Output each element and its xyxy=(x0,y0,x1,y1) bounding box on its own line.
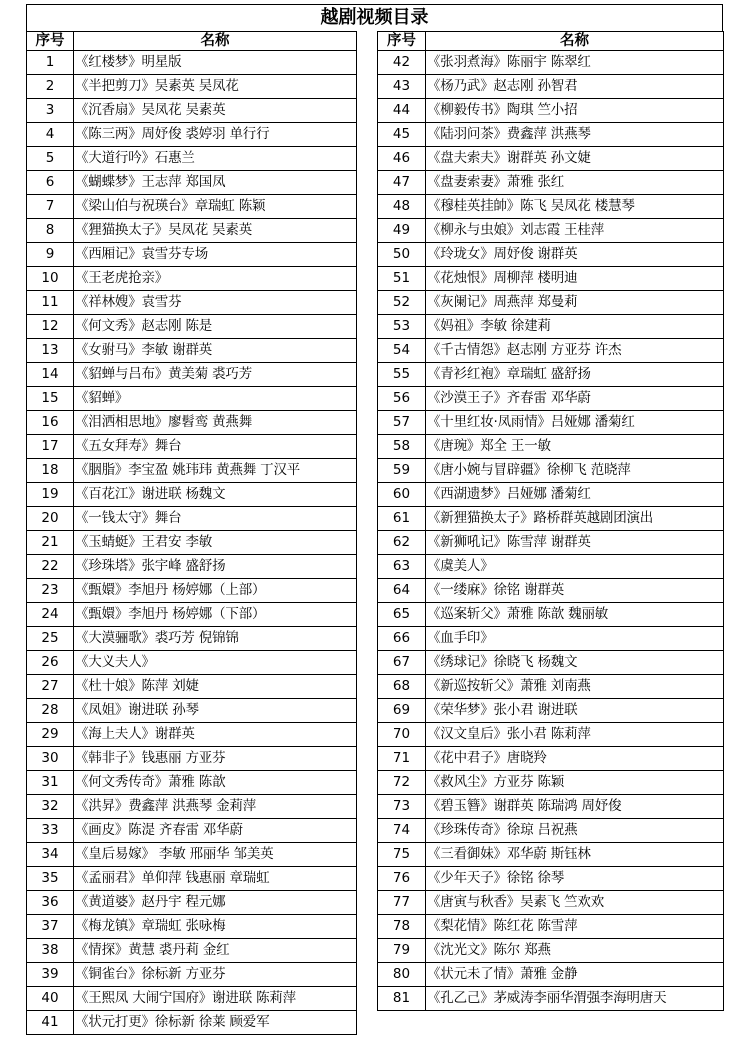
table-row xyxy=(378,483,724,507)
row-number: 79 xyxy=(378,939,426,963)
row-title: 《梅龙镇》章瑞虹 张咏梅 xyxy=(74,915,357,939)
row-title: 《泪洒相思地》廖髫鸾 黄燕舞 xyxy=(74,411,357,435)
row-number: 34 xyxy=(27,843,74,867)
row-title: 《何文秀》赵志刚 陈是 xyxy=(74,315,357,339)
row-title: 《妈祖》李敏 徐建莉 xyxy=(426,315,724,339)
table-row xyxy=(378,771,724,795)
row-title: 《韩非子》钱惠丽 方亚芬 xyxy=(74,747,357,771)
table-row xyxy=(27,99,357,123)
catalog-sheet xyxy=(26,4,723,1035)
row-number: 55 xyxy=(378,363,426,387)
table-row xyxy=(27,555,357,579)
row-number: 14 xyxy=(27,363,74,387)
row-number: 41 xyxy=(27,1011,74,1035)
row-number: 30 xyxy=(27,747,74,771)
row-title: 《胭脂》李宝盈 姚玮玮 黄燕舞 丁汉平 xyxy=(74,459,357,483)
row-number: 49 xyxy=(378,219,426,243)
table-row xyxy=(27,339,357,363)
row-title: 《巡案斩父》萧雅 陈歆 魏丽敏 xyxy=(426,603,724,627)
row-title: 《一钱太守》舞台 xyxy=(74,507,357,531)
table-row xyxy=(378,579,724,603)
row-number: 27 xyxy=(27,675,74,699)
table-row xyxy=(27,1011,357,1035)
table-row xyxy=(27,123,357,147)
row-title: 《汉文皇后》张小君 陈莉萍 xyxy=(426,723,724,747)
table-row xyxy=(27,315,357,339)
row-number: 28 xyxy=(27,699,74,723)
header-row xyxy=(378,32,724,51)
table-row xyxy=(378,411,724,435)
row-title: 《一缕麻》徐铭 谢群英 xyxy=(426,579,724,603)
table-row xyxy=(27,579,357,603)
row-number: 43 xyxy=(378,75,426,99)
row-title: 《沈光文》陈尔 郑燕 xyxy=(426,939,724,963)
table-row xyxy=(378,51,724,75)
row-title: 《红楼梦》明星版 xyxy=(74,51,357,75)
table-row xyxy=(27,459,357,483)
table-row xyxy=(27,603,357,627)
row-number: 56 xyxy=(378,387,426,411)
table-row xyxy=(27,867,357,891)
row-number: 69 xyxy=(378,699,426,723)
row-title: 《貂蝉与吕布》黄美菊 裘巧芳 xyxy=(74,363,357,387)
table-row xyxy=(27,891,357,915)
table-row xyxy=(27,75,357,99)
row-title: 《唐寅与秋香》吴素飞 竺欢欢 xyxy=(426,891,724,915)
row-title: 《灰阑记》周燕萍 郑曼莉 xyxy=(426,291,724,315)
row-number: 80 xyxy=(378,963,426,987)
table-row xyxy=(378,963,724,987)
table-row xyxy=(378,723,724,747)
table-row xyxy=(27,843,357,867)
row-title: 《王熙凤 大闹宁国府》谢进联 陈莉萍 xyxy=(74,987,357,1011)
table-row xyxy=(378,147,724,171)
row-number: 63 xyxy=(378,555,426,579)
row-number: 68 xyxy=(378,675,426,699)
row-number: 12 xyxy=(27,315,74,339)
row-number: 8 xyxy=(27,219,74,243)
table-row xyxy=(378,123,724,147)
row-number: 65 xyxy=(378,603,426,627)
row-title: 《海上夫人》谢群英 xyxy=(74,723,357,747)
row-number: 35 xyxy=(27,867,74,891)
row-title: 《凤姐》谢进联 孙琴 xyxy=(74,699,357,723)
table-row xyxy=(27,675,357,699)
row-number: 59 xyxy=(378,459,426,483)
row-title: 《何文秀传奇》萧雅 陈歆 xyxy=(74,771,357,795)
row-title: 《女驸马》李敏 谢群英 xyxy=(74,339,357,363)
row-title: 《碧玉簪》谢群英 陈瑞鸿 周妤俊 xyxy=(426,795,724,819)
row-number: 47 xyxy=(378,171,426,195)
row-title: 《甄嬛》李旭丹 杨婷娜（下部） xyxy=(74,603,357,627)
row-title: 《西厢记》袁雪芬专场 xyxy=(74,243,357,267)
row-title: 《柳永与虫娘》刘志霞 王桂萍 xyxy=(426,219,724,243)
row-title: 《画皮》陈湜 齐春雷 邓华蔚 xyxy=(74,819,357,843)
table-row xyxy=(378,315,724,339)
table-row xyxy=(378,555,724,579)
row-title: 《十里红妆·凤雨情》吕娅娜 潘菊红 xyxy=(426,411,724,435)
row-number: 38 xyxy=(27,939,74,963)
row-title: 《花中君子》唐晓羚 xyxy=(426,747,724,771)
catalog-table-right xyxy=(377,31,724,1034)
table-row xyxy=(27,939,357,963)
row-title: 《千古情怨》赵志刚 方亚芬 许杰 xyxy=(426,339,724,363)
table-row xyxy=(378,819,724,843)
row-number: 61 xyxy=(378,507,426,531)
row-title: 《情探》黄慧 裘丹莉 金红 xyxy=(74,939,357,963)
row-title: 《陆羽问茶》费鑫萍 洪燕琴 xyxy=(426,123,724,147)
header-no: 序号 xyxy=(378,32,426,51)
row-number: 15 xyxy=(27,387,74,411)
row-title: 《血手印》 xyxy=(426,627,724,651)
row-number: 36 xyxy=(27,891,74,915)
row-number: 17 xyxy=(27,435,74,459)
row-title: 《百花江》谢进联 杨魏文 xyxy=(74,483,357,507)
row-title: 《陈三两》周妤俊 裘婷羽 单行行 xyxy=(74,123,357,147)
row-title: 《新狸猫换太子》路桥群英越剧团演出 xyxy=(426,507,724,531)
row-number: 18 xyxy=(27,459,74,483)
header-name: 名称 xyxy=(426,32,724,51)
row-number: 42 xyxy=(378,51,426,75)
row-number: 26 xyxy=(27,651,74,675)
row-number: 3 xyxy=(27,99,74,123)
row-number: 16 xyxy=(27,411,74,435)
table-row xyxy=(27,219,357,243)
empty-row xyxy=(378,1011,724,1035)
table-row xyxy=(27,171,357,195)
sheet-title: 越剧视频目录 xyxy=(26,4,723,31)
row-number: 24 xyxy=(27,603,74,627)
header-no: 序号 xyxy=(27,32,74,51)
table-row xyxy=(27,507,357,531)
row-number: 33 xyxy=(27,819,74,843)
table-row xyxy=(378,459,724,483)
row-title: 《洪昇》费鑫萍 洪燕琴 金莉萍 xyxy=(74,795,357,819)
table-row xyxy=(378,171,724,195)
header-row xyxy=(27,32,357,51)
table-row xyxy=(378,531,724,555)
row-title: 《王老虎抢亲》 xyxy=(74,267,357,291)
table-row xyxy=(27,771,357,795)
row-title: 《盘妻索妻》萧雅 张红 xyxy=(426,171,724,195)
row-number: 7 xyxy=(27,195,74,219)
row-number: 10 xyxy=(27,267,74,291)
row-number: 13 xyxy=(27,339,74,363)
table-row xyxy=(27,147,357,171)
table-row xyxy=(27,243,357,267)
row-number: 46 xyxy=(378,147,426,171)
row-title: 《状元未了情》萧雅 金静 xyxy=(426,963,724,987)
table-row xyxy=(27,723,357,747)
row-title: 《少年天子》徐铭 徐琴 xyxy=(426,867,724,891)
table-row xyxy=(378,939,724,963)
table-row xyxy=(27,795,357,819)
row-number: 75 xyxy=(378,843,426,867)
row-title: 《黄道婆》赵丹宇 程元娜 xyxy=(74,891,357,915)
table-row xyxy=(27,411,357,435)
table-row xyxy=(27,291,357,315)
table-row xyxy=(27,627,357,651)
table-row xyxy=(378,507,724,531)
table-row xyxy=(27,435,357,459)
table-row xyxy=(378,891,724,915)
table-row xyxy=(378,267,724,291)
row-title: 《柳毅传书》陶琪 竺小招 xyxy=(426,99,724,123)
row-title: 《新狮吼记》陈雪萍 谢群英 xyxy=(426,531,724,555)
row-number: 21 xyxy=(27,531,74,555)
table-row xyxy=(378,867,724,891)
row-number: 39 xyxy=(27,963,74,987)
table-row xyxy=(378,243,724,267)
row-title: 《貂蝉》 xyxy=(74,387,357,411)
table-row xyxy=(27,531,357,555)
row-title: 《唐琬》郑全 王一敏 xyxy=(426,435,724,459)
table-row xyxy=(378,747,724,771)
row-title: 《大义夫人》 xyxy=(74,651,357,675)
row-number: 71 xyxy=(378,747,426,771)
row-number: 70 xyxy=(378,723,426,747)
row-number: 52 xyxy=(378,291,426,315)
table-row xyxy=(27,747,357,771)
row-number: 58 xyxy=(378,435,426,459)
table-row xyxy=(27,363,357,387)
row-number: 66 xyxy=(378,627,426,651)
row-title: 《三看御妹》邓华蔚 斯钰林 xyxy=(426,843,724,867)
row-number: 44 xyxy=(378,99,426,123)
row-number: 81 xyxy=(378,987,426,1011)
table-row xyxy=(378,675,724,699)
table-row xyxy=(378,987,724,1011)
row-number: 2 xyxy=(27,75,74,99)
row-title: 《甄嬛》李旭丹 杨婷娜（上部） xyxy=(74,579,357,603)
row-title: 《唐小婉与冒辟疆》徐柳飞 范晓萍 xyxy=(426,459,724,483)
row-number: 6 xyxy=(27,171,74,195)
table-row xyxy=(27,915,357,939)
row-number: 76 xyxy=(378,867,426,891)
table-row xyxy=(378,627,724,651)
row-title: 《祥林嫂》袁雪芬 xyxy=(74,291,357,315)
row-number: 11 xyxy=(27,291,74,315)
row-number: 4 xyxy=(27,123,74,147)
row-number: 77 xyxy=(378,891,426,915)
table-row xyxy=(378,75,724,99)
row-title: 《花烛恨》周柳萍 楼明迪 xyxy=(426,267,724,291)
table-row xyxy=(27,987,357,1011)
table-row xyxy=(378,99,724,123)
table-row xyxy=(378,915,724,939)
row-number: 9 xyxy=(27,243,74,267)
row-title: 《蝴蝶梦》王志萍 郑国凤 xyxy=(74,171,357,195)
catalog-table-left xyxy=(26,31,357,1035)
row-title: 《状元打更》徐标新 徐莱 顾爱军 xyxy=(74,1011,357,1035)
row-title: 《孔乙己》茅威涛李丽华渭强李海明唐天 xyxy=(426,987,724,1011)
row-title: 《半把剪刀》吴素英 吴凤花 xyxy=(74,75,357,99)
row-number: 54 xyxy=(378,339,426,363)
table-row xyxy=(378,363,724,387)
row-number: 5 xyxy=(27,147,74,171)
row-title: 《珍珠塔》张宇峰 盛舒扬 xyxy=(74,555,357,579)
row-title: 《沉香扇》吴凤花 吴素英 xyxy=(74,99,357,123)
table-row xyxy=(27,819,357,843)
row-number: 51 xyxy=(378,267,426,291)
row-title: 《五女拜寿》舞台 xyxy=(74,435,357,459)
table-row xyxy=(378,651,724,675)
row-number: 40 xyxy=(27,987,74,1011)
table-row xyxy=(378,435,724,459)
row-number: 57 xyxy=(378,411,426,435)
row-number: 73 xyxy=(378,795,426,819)
row-title: 《大道行吟》石惠兰 xyxy=(74,147,357,171)
row-title: 《铜雀台》徐标新 方亚芬 xyxy=(74,963,357,987)
table-row xyxy=(378,603,724,627)
row-title: 《玉蜻蜓》王君安 李敏 xyxy=(74,531,357,555)
row-number: 78 xyxy=(378,915,426,939)
row-title: 《梁山伯与祝瑛台》章瑞虹 陈颖 xyxy=(74,195,357,219)
table-row xyxy=(27,51,357,75)
table-row xyxy=(378,699,724,723)
header-name: 名称 xyxy=(74,32,357,51)
row-number: 64 xyxy=(378,579,426,603)
row-number: 74 xyxy=(378,819,426,843)
table-row xyxy=(378,219,724,243)
row-number: 22 xyxy=(27,555,74,579)
table-row xyxy=(378,795,724,819)
row-title: 《青衫红袍》章瑞虹 盛舒扬 xyxy=(426,363,724,387)
row-number: 53 xyxy=(378,315,426,339)
row-number: 23 xyxy=(27,579,74,603)
row-title: 《珍珠传奇》徐琼 吕祝燕 xyxy=(426,819,724,843)
row-title: 《救风尘》方亚芬 陈颖 xyxy=(426,771,724,795)
row-number: 29 xyxy=(27,723,74,747)
row-title: 《皇后易嫁》 李敏 邢丽华 邹美英 xyxy=(74,843,357,867)
row-title: 《绣球记》徐晓飞 杨魏文 xyxy=(426,651,724,675)
row-number: 32 xyxy=(27,795,74,819)
row-number: 67 xyxy=(378,651,426,675)
table-row xyxy=(27,267,357,291)
table-row xyxy=(378,387,724,411)
table-row xyxy=(27,387,357,411)
row-title: 《荣华梦》张小君 谢进联 xyxy=(426,699,724,723)
row-number: 20 xyxy=(27,507,74,531)
row-number: 48 xyxy=(378,195,426,219)
row-title: 《虞美人》 xyxy=(426,555,724,579)
row-number: 60 xyxy=(378,483,426,507)
row-number: 19 xyxy=(27,483,74,507)
row-title: 《新巡按斩父》萧雅 刘南燕 xyxy=(426,675,724,699)
row-title: 《穆桂英挂帥》陈飞 吴凤花 楼慧琴 xyxy=(426,195,724,219)
row-number: 62 xyxy=(378,531,426,555)
row-title: 《大漠骊歌》裘巧芳 倪锦锦 xyxy=(74,627,357,651)
table-row xyxy=(27,963,357,987)
row-number: 50 xyxy=(378,243,426,267)
row-title: 《孟丽君》单仰萍 钱惠丽 章瑞虹 xyxy=(74,867,357,891)
row-title: 《狸猫换太子》吴凤花 吴素英 xyxy=(74,219,357,243)
table-row xyxy=(27,483,357,507)
row-number: 72 xyxy=(378,771,426,795)
row-title: 《杜十娘》陈萍 刘婕 xyxy=(74,675,357,699)
row-number: 25 xyxy=(27,627,74,651)
row-title: 《沙漠王子》齐春雷 邓华蔚 xyxy=(426,387,724,411)
row-title: 《梨花情》陈红花 陈雪萍 xyxy=(426,915,724,939)
table-row xyxy=(27,699,357,723)
row-number: 31 xyxy=(27,771,74,795)
table-row xyxy=(27,195,357,219)
table-row xyxy=(378,339,724,363)
row-number: 1 xyxy=(27,51,74,75)
row-title: 《张羽煮海》陈丽宇 陈翠红 xyxy=(426,51,724,75)
row-title: 《杨乃武》赵志刚 孙智君 xyxy=(426,75,724,99)
table-row xyxy=(378,291,724,315)
row-title: 《盘夫索夫》谢群英 孙文婕 xyxy=(426,147,724,171)
table-row xyxy=(378,195,724,219)
row-number: 37 xyxy=(27,915,74,939)
table-row xyxy=(378,843,724,867)
row-title: 《西湖遗梦》吕娅娜 潘菊红 xyxy=(426,483,724,507)
table-row xyxy=(27,651,357,675)
row-title: 《玲珑女》周妤俊 谢群英 xyxy=(426,243,724,267)
row-number: 45 xyxy=(378,123,426,147)
